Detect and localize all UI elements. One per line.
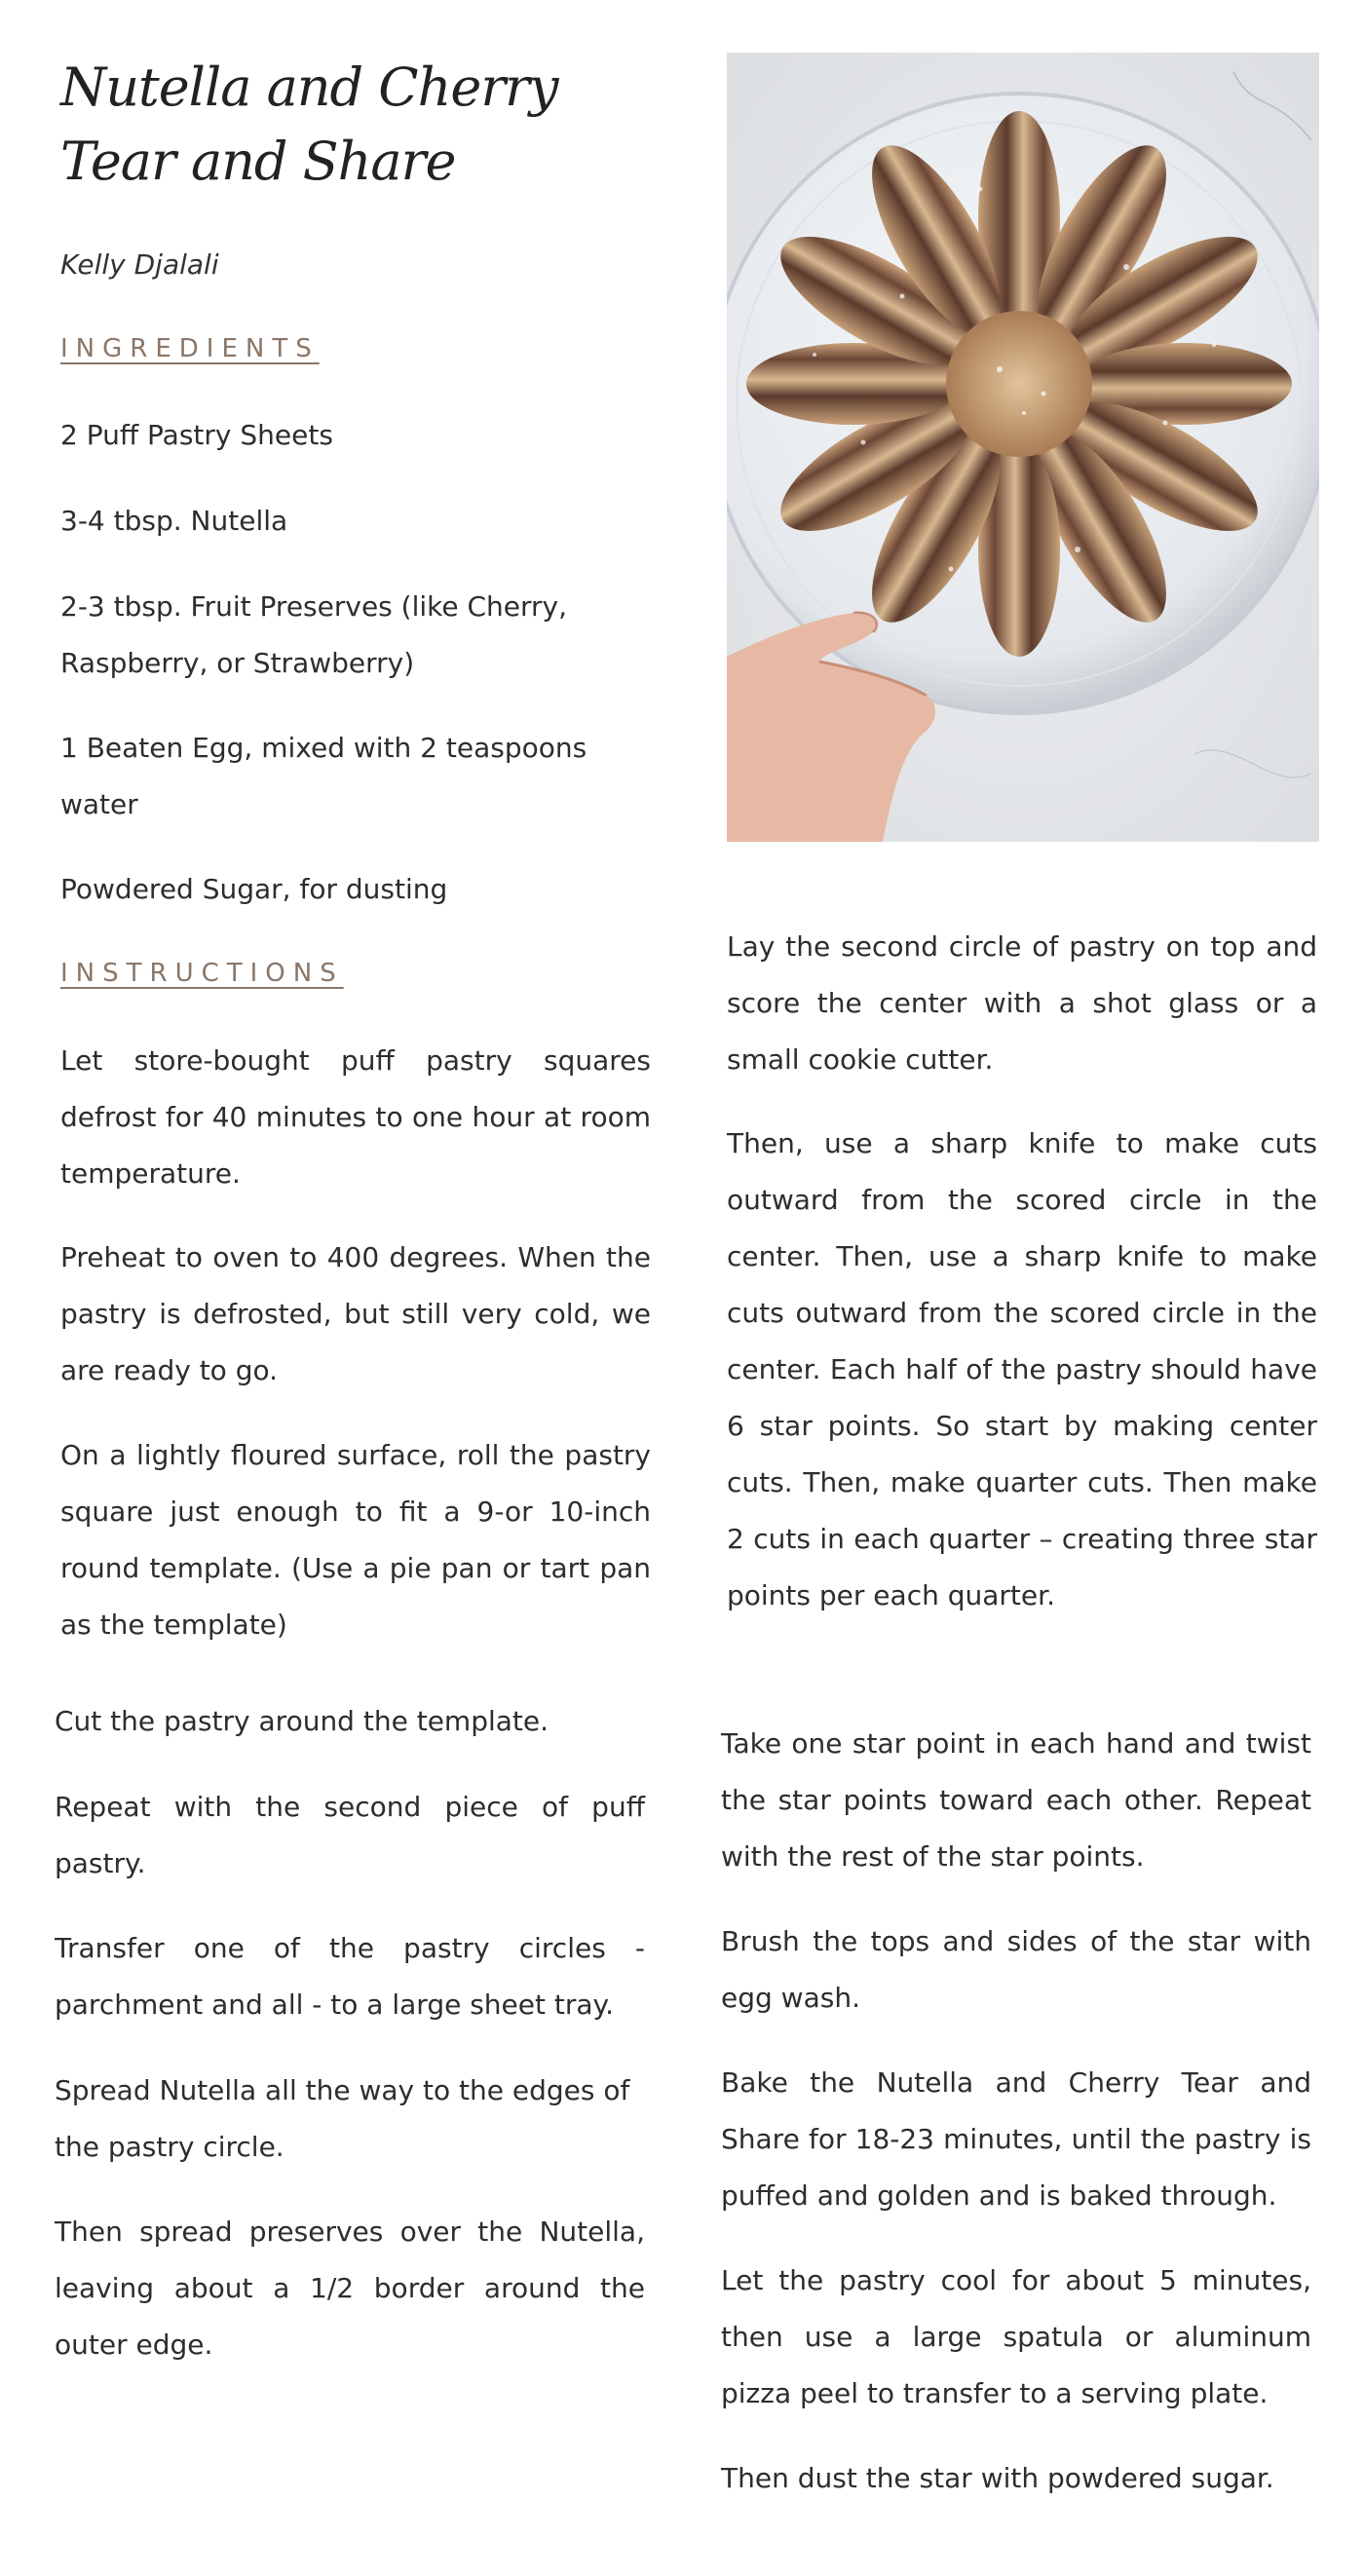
- instruction-step: Lay the second circle of pastry on top and score the center with a shot glass or a small cookie cutter.: [727, 930, 1317, 1076]
- instruction-step: Spread Nutella all the way to the edges of the pastry circle.: [55, 2074, 630, 2163]
- recipe-title: Nutella and Cherry Tear and Share: [60, 57, 558, 192]
- instruction-step: Cut the pastry around the template.: [55, 1705, 549, 1737]
- instruction-step: Repeat with the second piece of puff pastry.: [55, 1791, 645, 1879]
- instruction-step: Let the pastry cool for about 5 minutes, then use a large spatula or aluminum pizza peel to transfer to a serving plate.: [721, 2264, 1311, 2409]
- recipe-author: Kelly Djalali: [60, 248, 219, 281]
- ingredient-item: Powdered Sugar, for dusting: [60, 873, 448, 905]
- instruction-step: Then dust the star with powdered sugar.: [721, 2462, 1274, 2494]
- ingredient-item: 1 Beaten Egg, mixed with 2 teaspoons water: [60, 732, 587, 820]
- instruction-step: Preheat to oven to 400 degrees. When the pastry is defrosted, but still very cold, we are ready to go.: [60, 1241, 651, 1386]
- pastry-star-image: [727, 53, 1319, 842]
- instruction-step: Transfer one of the pastry circles - parchment and all - to a large sheet tray.: [55, 1932, 645, 2021]
- instruction-step: Let store-bought puff pastry squares defrost for 40 minutes to one hour at room temperature.: [60, 1044, 651, 1190]
- ingredient-item: 2-3 tbsp. Fruit Preserves (like Cherry, Raspberry, or Strawberry): [60, 590, 568, 679]
- ingredient-item: 3-4 tbsp. Nutella: [60, 505, 288, 537]
- instruction-step: On a lightly floured surface, roll the pastry square just enough to fit a 9-or 10-inch round template. (Use a pie pan or tart pan as the template): [60, 1439, 651, 1641]
- recipe-photo: [727, 53, 1319, 842]
- ingredients-heading: INGREDIENTS: [60, 334, 320, 363]
- ingredient-item: 2 Puff Pastry Sheets: [60, 419, 333, 451]
- instructions-heading: INSTRUCTIONS: [60, 959, 344, 988]
- instruction-step: Then spread preserves over the Nutella, leaving about a 1/2 border around the outer edge.: [55, 2216, 645, 2361]
- instruction-step: Bake the Nutella and Cherry Tear and Share for 18-23 minutes, until the pastry is puffed and golden and is baked through.: [721, 2066, 1311, 2212]
- instruction-step: Then, use a sharp knife to make cuts outward from the scored circle in the center. Then, use a sharp knife to make cuts outward from the scored circle in the center. Each half of the pastry should have 6 star points. So start by making center cuts. Then, make quarter cuts. Then make 2 cuts in each quarter – creating three star points per each quarter.: [727, 1127, 1317, 1611]
- instruction-step: Brush the tops and sides of the star with egg wash.: [721, 1925, 1311, 2014]
- instruction-step: Take one star point in each hand and twist the star points toward each other. Repeat with the rest of the star points.: [721, 1727, 1311, 1873]
